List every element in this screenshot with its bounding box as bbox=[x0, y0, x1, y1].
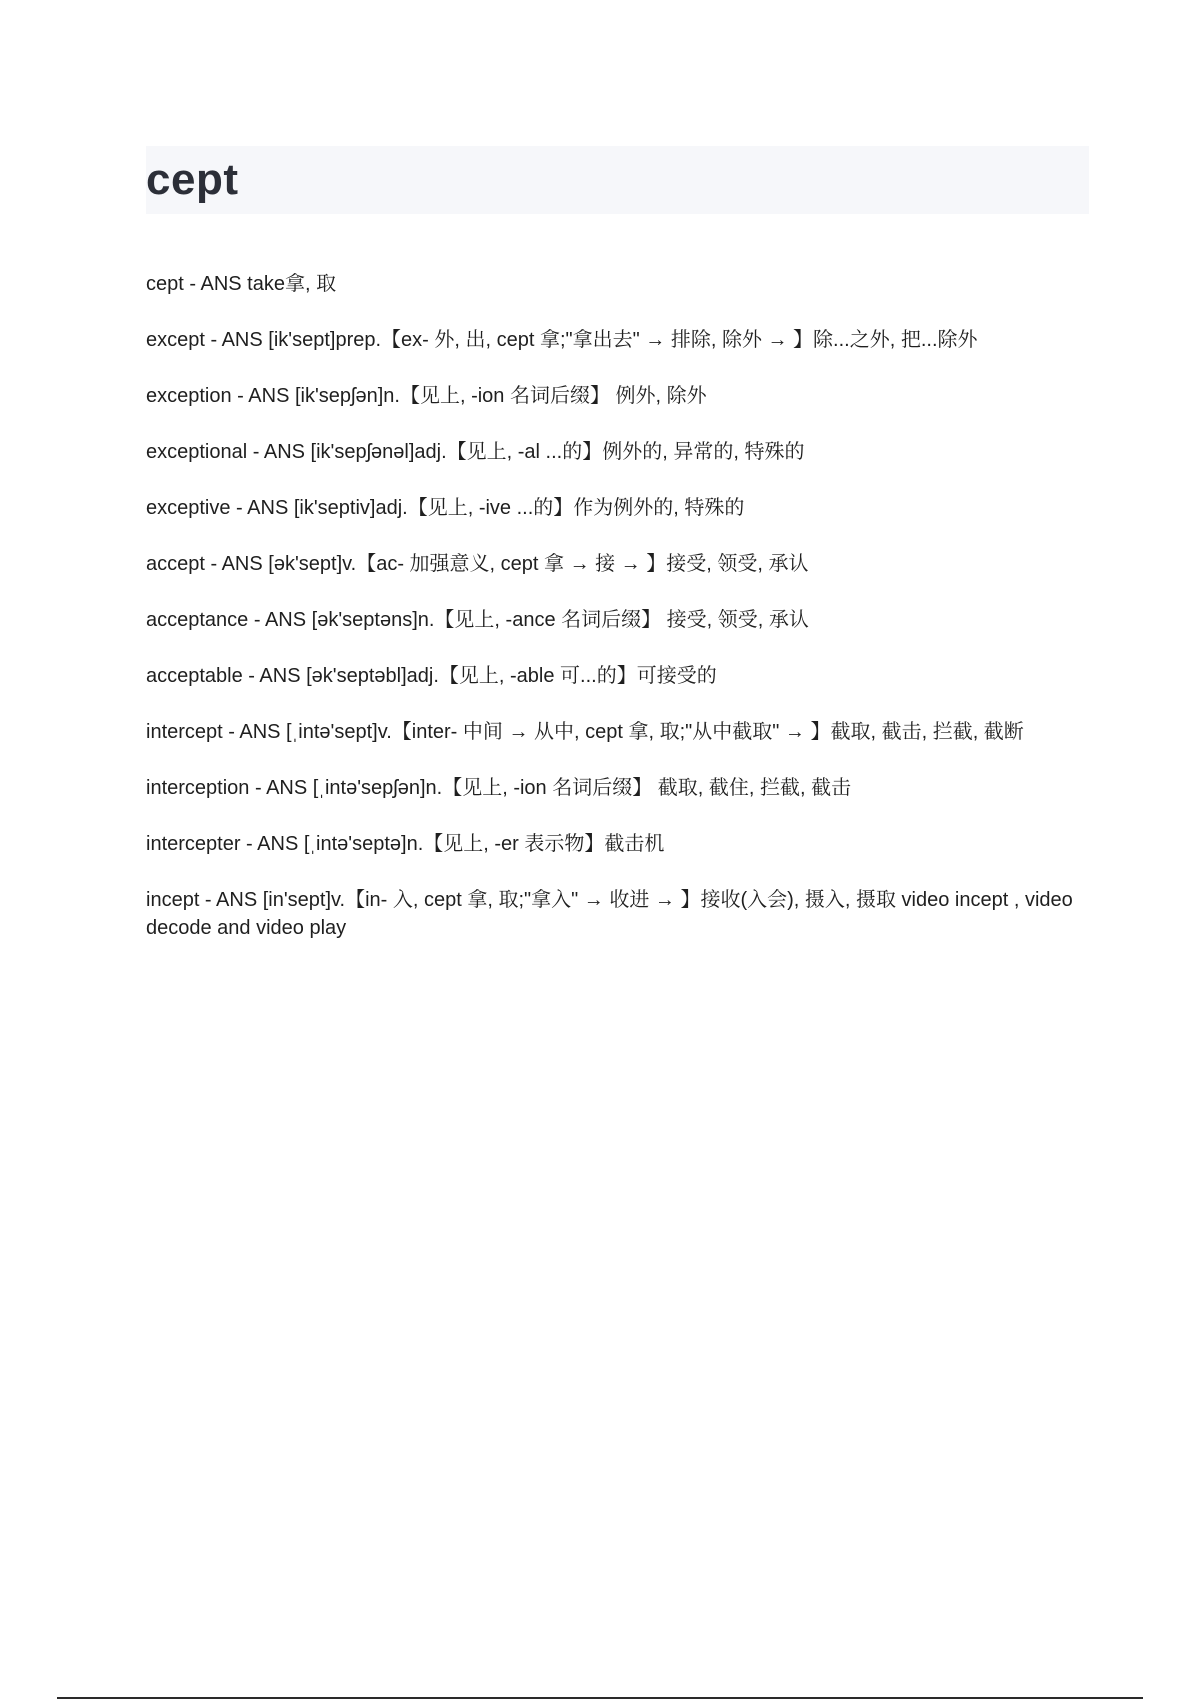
title-band bbox=[146, 146, 1089, 214]
list-item: exceptive - ANS [ik'septiv]adj.【见上, -ive ...的】作为例外的, 特殊的 bbox=[146, 497, 745, 519]
list-item: cept - ANS take拿, 取 bbox=[146, 273, 337, 295]
list-item: interception - ANS [ˌintə'sepʃən]n.【见上, -ion 名词后缀】 截取, 截住, 拦截, 截击 bbox=[146, 777, 852, 799]
list-item: except - ANS [ik'sept]prep.【ex- 外, 出, cept 拿;"拿出去" → 排除, 除外 → 】除...之外, 把...除外 bbox=[146, 329, 978, 351]
list-item: exception - ANS [ik'sepʃən]n.【见上, -ion 名词后缀】 例外, 除外 bbox=[146, 385, 707, 407]
list-item: intercept - ANS [ˌintə'sept]v.【inter- 中间 → 从中, cept 拿, 取;"从中截取" → 】截取, 截击, 拦截, 截断 bbox=[146, 721, 1024, 743]
list-item: exceptional - ANS [ik'sepʃənəl]adj.【见上, -al ...的】例外的, 异常的, 特殊的 bbox=[146, 441, 805, 463]
list-item: accept - ANS [ək'sept]v.【ac- 加强意义, cept 拿 → 接 → 】接受, 领受, 承认 bbox=[146, 553, 809, 575]
list-item: intercepter - ANS [ˌintə'septə]n.【见上, -er 表示物】截击机 bbox=[146, 833, 665, 855]
footer-divider bbox=[57, 1697, 1143, 1699]
list-item: incept - ANS [in'sept]v.【in- 入, cept 拿, 取;"拿入" → 收进 → 】接收(入会), 摄入, 摄取 video incept , video decode and video play bbox=[146, 889, 1073, 939]
page-title: cept bbox=[146, 155, 239, 204]
entry-list bbox=[146, 270, 1091, 970]
list-item: acceptable - ANS [ək'septəbl]adj.【见上, -able 可...的】可接受的 bbox=[146, 665, 717, 687]
list-item: acceptance - ANS [ək'septəns]n.【见上, -ance 名词后缀】 接受, 领受, 承认 bbox=[146, 609, 809, 631]
